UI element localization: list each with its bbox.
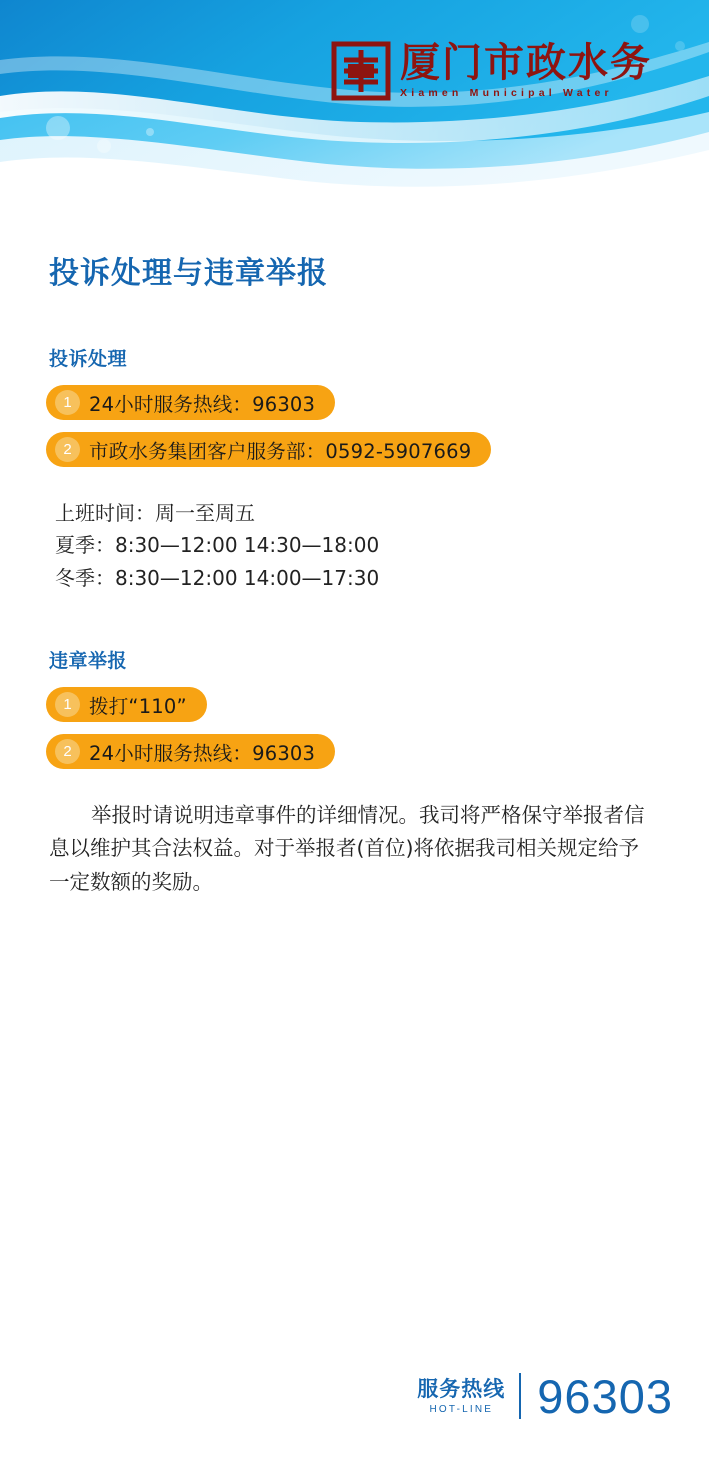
section-complaint-handling — [0, 344, 709, 594]
pill-label: 拨打“110” — [89, 694, 187, 718]
pill-number: 2 — [55, 739, 80, 764]
page-title: 投诉处理与违章举报 — [49, 256, 328, 291]
hotline-number: 96303 — [537, 1369, 673, 1423]
complaint-contact-list — [0, 385, 709, 467]
pill-number: 1 — [55, 390, 80, 415]
hotline-label-cn: 服务热线 — [417, 1377, 506, 1402]
hotline-label — [417, 1377, 505, 1414]
footer-hotline — [0, 1365, 709, 1427]
header-banner — [0, 0, 709, 200]
pill-label: 24小时服务热线：96303 — [89, 741, 316, 765]
violation-contact-list — [0, 687, 709, 769]
contact-pill — [46, 385, 335, 420]
pill-label: 24小时服务热线：96303 — [89, 392, 316, 416]
hotline-label-en: HOT-LINE — [429, 1403, 494, 1415]
pill-number: 2 — [55, 437, 80, 462]
section-heading: 违章举报 — [49, 650, 128, 673]
main-content — [0, 248, 709, 899]
office-hours — [55, 497, 709, 594]
list-item — [46, 687, 709, 722]
divider — [519, 1373, 521, 1419]
pill-number: 1 — [55, 692, 80, 717]
office-hours-line: 冬季：8:30—12:00 14:00—17:30 — [55, 565, 380, 590]
logo — [330, 33, 690, 108]
section-violation-report — [0, 646, 709, 899]
list-item — [46, 432, 709, 467]
office-hours-line: 上班时间：周一至周五 — [55, 501, 255, 525]
logo-name-cn: 厦门市政水务 — [400, 40, 652, 86]
contact-pill — [46, 687, 207, 722]
xiamen-municipal-water-seal-icon — [330, 40, 392, 102]
office-hours-line: 夏季：8:30—12:00 14:30—18:00 — [55, 533, 380, 558]
logo-name-en: Xiamen Municipal Water — [400, 87, 613, 99]
list-item — [46, 734, 709, 769]
contact-pill — [46, 734, 335, 769]
list-item — [46, 385, 709, 420]
pill-label: 市政水务集团客户服务部：0592-5907669 — [89, 439, 472, 463]
section-heading: 投诉处理 — [49, 348, 128, 370]
violation-report-note: 举报时请说明违章事件的详细情况。我司将严格保守举报者信息以维护其合法权益。对于举报者(首位)将依据我司相关规定给予一定数额的奖励。 — [49, 803, 645, 894]
contact-pill — [46, 432, 491, 467]
